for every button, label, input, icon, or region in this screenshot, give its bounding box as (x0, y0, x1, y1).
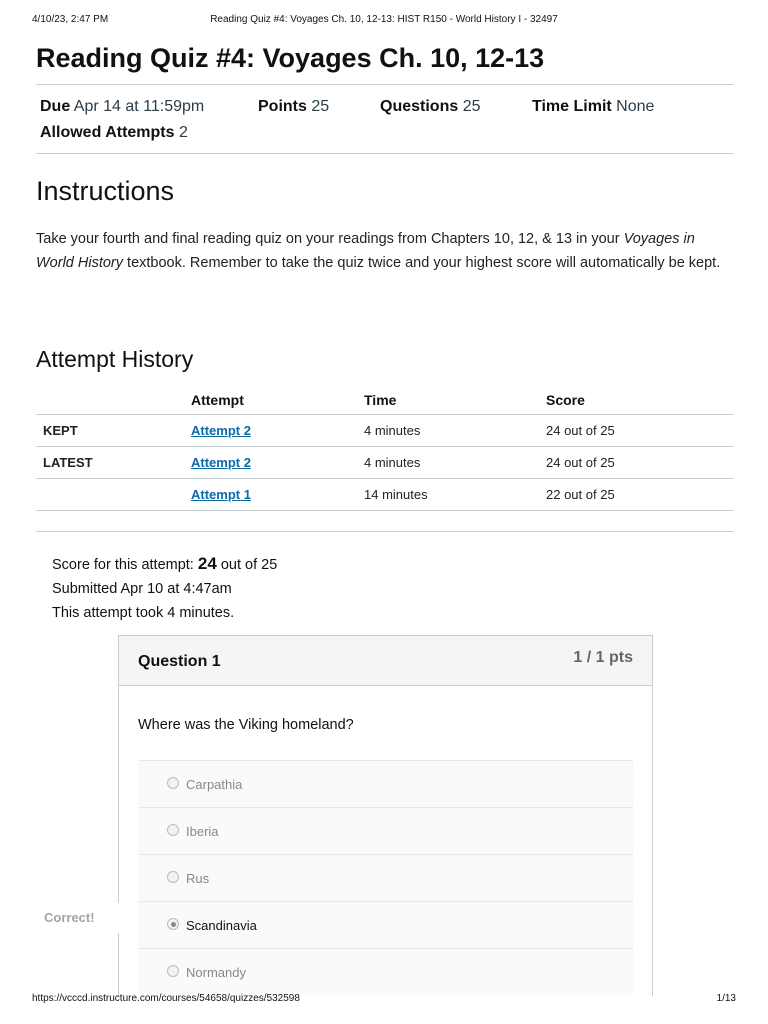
points-detail (258, 98, 329, 116)
attempt-time: 14 minutes (364, 479, 546, 511)
due-detail (40, 98, 204, 116)
question-points: 1 / 1 pts (573, 649, 633, 666)
attempt-summary (52, 552, 277, 625)
instructions-heading: Instructions (36, 176, 175, 206)
instructions-text-after: textbook. Remember to take the quiz twice and your highest score will automatically be kept. (123, 255, 721, 271)
questions-value: 25 (462, 98, 481, 115)
due-value: Apr 14 at 11:59pm (73, 98, 205, 115)
table-row (36, 415, 734, 447)
answer-option[interactable] (138, 760, 633, 807)
answer-option[interactable] (138, 854, 633, 901)
score-prefix: Score for this attempt: (52, 557, 198, 573)
attempt-score: 24 out of 25 (546, 415, 734, 447)
attempt-cell (191, 415, 364, 447)
points-value: 25 (311, 98, 330, 115)
allowed-attempts-detail (40, 124, 188, 142)
attempt-score: 24 out of 25 (546, 447, 734, 479)
time-limit-label: Time Limit (532, 98, 612, 115)
attempt-link[interactable]: Attempt 2 (191, 455, 251, 470)
print-date: 4/10/23, 2:47 PM (32, 14, 109, 25)
answer-label: Carpathia (186, 777, 243, 792)
print-url: https://vcccd.instructure.com/courses/54658/quizzes/532598 (32, 993, 300, 1004)
attempt-time: 4 minutes (364, 447, 546, 479)
attempt-score-line (52, 552, 277, 577)
time-limit-value: None (616, 98, 655, 115)
radio-button[interactable] (167, 777, 179, 789)
question-card (118, 635, 653, 996)
correct-answer-flag: Correct! (36, 903, 120, 933)
questions-label: Questions (380, 98, 459, 115)
due-label: Due (40, 98, 71, 115)
print-header (32, 14, 736, 30)
radio-button-selected[interactable] (167, 918, 179, 930)
answer-label: Scandinavia (186, 918, 257, 933)
question-text: Where was the Viking homeland? (138, 717, 354, 733)
attempt-status (36, 479, 191, 511)
questions-detail (380, 98, 480, 116)
attempt-link[interactable]: Attempt 1 (191, 487, 251, 502)
attempt-history-heading: Attempt History (36, 346, 194, 372)
print-page-number: 1/13 (716, 993, 736, 1004)
duration-line: This attempt took 4 minutes. (52, 605, 235, 621)
attempt-score: 22 out of 25 (546, 479, 734, 511)
submitted-line: Submitted Apr 10 at 4:47am (52, 581, 232, 597)
answer-option-selected[interactable] (138, 901, 633, 948)
radio-button[interactable] (167, 824, 179, 836)
column-header-attempt: Attempt (191, 386, 364, 415)
quiz-content (36, 40, 734, 621)
table-row (36, 447, 734, 479)
attempt-cell (191, 447, 364, 479)
answer-list (138, 760, 633, 995)
column-header-time: Time (364, 386, 546, 415)
question-name: Question 1 (138, 653, 221, 670)
divider (36, 153, 734, 154)
answer-label: Iberia (186, 824, 219, 839)
instructions-text (36, 227, 734, 275)
quiz-title: Reading Quiz #4: Voyages Ch. 10, 12-13 (36, 43, 545, 73)
points-label: Points (258, 98, 307, 115)
radio-button[interactable] (167, 871, 179, 883)
answer-option[interactable] (138, 807, 633, 854)
allowed-attempts-label: Allowed Attempts (40, 124, 175, 141)
score-suffix: out of 25 (216, 557, 278, 573)
column-header-status (36, 386, 191, 415)
score-value: 24 (197, 554, 217, 573)
instructions-text-before: Take your fourth and final reading quiz on your readings from Chapters 10, 12, & 13 in your (36, 231, 624, 247)
question-header (119, 636, 652, 686)
table-header-row (36, 386, 734, 415)
radio-button[interactable] (167, 965, 179, 977)
attempt-cell (191, 479, 364, 511)
attempt-status: LATEST (36, 447, 191, 479)
answer-option[interactable] (138, 948, 633, 995)
attempt-time: 4 minutes (364, 415, 546, 447)
allowed-attempts-value: 2 (178, 124, 188, 141)
textbook-title: Voyages in World History (36, 231, 695, 271)
quiz-details (36, 85, 734, 153)
attempt-history-table (36, 386, 734, 511)
answer-label: Normandy (186, 965, 246, 980)
answer-label: Rus (186, 871, 210, 886)
time-limit-detail (532, 98, 654, 116)
table-row (36, 479, 734, 511)
divider (36, 531, 734, 532)
print-footer (32, 993, 736, 1009)
print-page-title: Reading Quiz #4: Voyages Ch. 10, 12-13: HIST R150 - World History I - 32497 (210, 14, 558, 25)
column-header-score: Score (546, 386, 734, 415)
attempt-status: KEPT (36, 415, 191, 447)
attempt-link[interactable]: Attempt 2 (191, 423, 251, 438)
